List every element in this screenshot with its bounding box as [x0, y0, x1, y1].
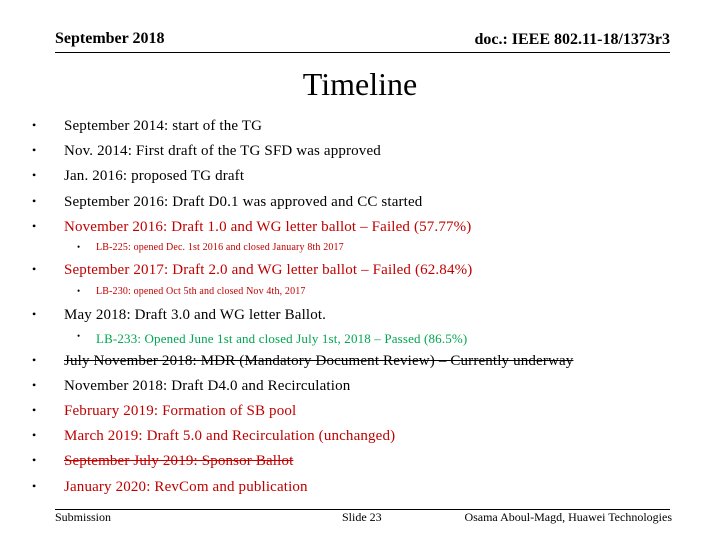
timeline-item-text: September July 2019: Sponsor Ballot [64, 453, 294, 469]
timeline-item-text: November 2016: Draft 1.0 and WG letter ballot – Failed (57.77%) [64, 219, 472, 235]
bullet-icon: • [77, 286, 81, 296]
timeline-item-text: September 2016: Draft D0.1 was approved and CC started [64, 194, 423, 210]
bullet-icon: • [32, 219, 37, 233]
footer-author: Osama Aboul-Magd, Huawei Technologies [464, 510, 672, 524]
bullet-icon: • [32, 194, 37, 208]
timeline-item-text: March 2019: Draft 5.0 and Recirculation (unchanged) [64, 428, 396, 444]
bullet-icon: • [32, 118, 37, 132]
timeline-item-text: February 2019: Formation of SB pool [64, 403, 297, 419]
bullet-icon: • [32, 403, 37, 417]
bullet-icon: • [77, 242, 81, 252]
timeline-subitem-text: LB-225: opened Dec. 1st 2016 and closed January 8th 2017 [96, 242, 344, 253]
footer-submission: Submission [55, 510, 112, 524]
bullet-icon: • [32, 479, 37, 493]
timeline-item-text: September 2014: start of the TG [64, 118, 263, 134]
bullet-icon: • [77, 331, 81, 341]
bullet-icon: • [32, 168, 37, 182]
slide-title: Timeline [302, 66, 418, 102]
timeline-item-text: Nov. 2014: First draft of the TG SFD was approved [64, 143, 381, 159]
header-doc-id: doc.: IEEE 802.11-18/1373r3 [474, 31, 670, 48]
timeline-item-text: Jan. 2016: proposed TG draft [64, 168, 245, 184]
bullet-icon: • [32, 353, 37, 367]
bullet-icon: • [32, 428, 37, 442]
bullet-icon: • [32, 262, 37, 276]
timeline-subitem-text: LB-230: opened Oct 5th and closed Nov 4th, 2017 [96, 286, 306, 297]
header-date: September 2018 [55, 30, 165, 47]
bullet-icon: • [32, 453, 37, 467]
timeline-item-text: January 2020: RevCom and publication [64, 479, 308, 495]
timeline-item-text: May 2018: Draft 3.0 and WG letter Ballot. [64, 307, 327, 323]
timeline-item-text: November 2018: Draft D4.0 and Recirculation [64, 378, 351, 394]
timeline-subitem-text: LB-233: Opened June 1st and closed July 1st, 2018 – Passed (86.5%) [96, 331, 468, 346]
timeline-item-text: July November 2018: MDR (Mandatory Document Review) – Currently underway [64, 353, 574, 369]
bullet-icon: • [32, 143, 37, 157]
bullet-icon: • [32, 378, 37, 392]
timeline-item-text: September 2017: Draft 2.0 and WG letter ballot – Failed (62.84%) [64, 262, 473, 278]
header-divider [55, 52, 670, 53]
bullet-icon: • [32, 307, 37, 321]
footer-slide-number: Slide 23 [342, 510, 382, 524]
